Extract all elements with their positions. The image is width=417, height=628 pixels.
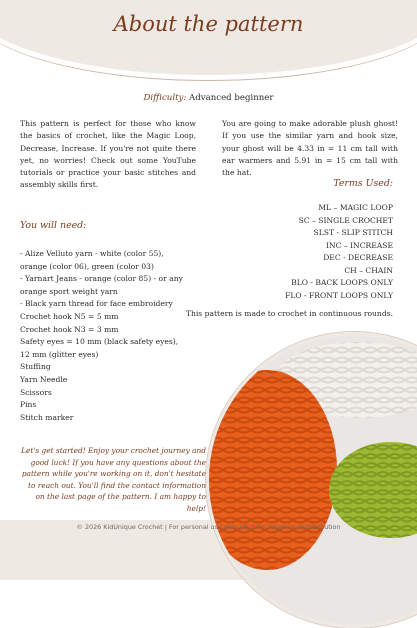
material-item: Crochet hook N3 = 3 mm [20, 324, 119, 334]
material-item: - Yarnart Jeans - orange (color 85) - or any orange sport weight yarn [20, 274, 183, 296]
term-item: FLO - FRONT LOOPS ONLY [285, 290, 393, 300]
page-title: About the pattern [113, 12, 304, 36]
terms-list [285, 202, 393, 302]
difficulty-line [0, 93, 417, 103]
term-item: SLST - SLIP STITCH [313, 228, 393, 237]
difficulty-label: Difficulty: [143, 93, 187, 103]
yarn-photo [206, 332, 417, 628]
material-item: Stuffing [20, 362, 51, 372]
terms-heading: Terms Used: [333, 178, 393, 189]
term-item: BLO - BACK LOOPS ONLY [291, 278, 393, 287]
material-item: - Alize Velluto yarn - white (color 55), orange (color 06), green (color 03) [20, 249, 164, 271]
term-item: DEC - DECREASE [323, 253, 393, 262]
footer-copyright: © 2026 KidUnique Crochet | For personal use only | Not for resale or redistribution [76, 523, 341, 531]
intro-left-paragraph: This pattern is perfect for those who know the basics of crochet, like the Magic Loop, Decrease, Increase. If you're not quite there yet, no worries! Check out some YouTube tutorials or practice your basic stitches and assembly skills first. [20, 119, 196, 190]
terms-note: This pattern is made to crochet in continuous rounds. [185, 309, 393, 318]
intro-right-paragraph: You are going to make adorable plush ghost! If you use the similar yarn and hook size, your ghost will be 4.33 in = 11 cm tall with ear warmers and 5.91 in = 15 cm tall with the hat. [222, 119, 398, 178]
material-item: Scissors [20, 387, 52, 397]
term-item: CH – CHAIN [344, 265, 393, 275]
term-item: ML – MAGIC LOOP [318, 203, 393, 212]
material-item: Safety eyes = 10 mm (black safety eyes), 12 mm (glitter eyes) [20, 337, 179, 359]
material-item: Yarn Needle [20, 374, 68, 384]
material-item: Stitch marker [20, 412, 74, 422]
material-item: Pins [20, 400, 37, 410]
material-item: - Black yarn thread for face embroidery [20, 299, 173, 309]
term-item: SC – SINGLE CROCHET [298, 215, 393, 225]
term-item: INC – INCREASE [325, 240, 393, 250]
difficulty-value: Advanced beginner [189, 93, 274, 103]
material-item: Crochet hook N5 = 5 mm [20, 311, 119, 321]
materials-heading: You will need: [20, 220, 87, 231]
call-to-action: Let's get started! Enjoy your crochet journey and good luck! If you have any questions about the pattern while you're working on it, don't hesitate to reach out. You'll find the contact information on the last page of the pattern. I am happy to help! [21, 446, 206, 513]
yarn-photo-illustration [209, 335, 417, 625]
materials-list [20, 248, 200, 424]
